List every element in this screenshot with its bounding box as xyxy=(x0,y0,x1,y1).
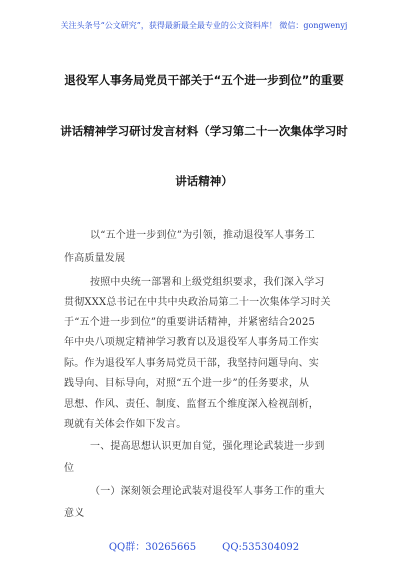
section-heading-line: 位 xyxy=(64,463,75,474)
body-line: 践导向、目标导向，对照“五个进一步”的任务要求，从 xyxy=(64,378,310,389)
body-line: 按照中央统一部署和上级党组织要求，我们深入学习 xyxy=(90,277,325,288)
subsection-heading-line: （一）深刻领会理论武装对退役军人事务工作的重大 xyxy=(90,486,325,497)
footer-contact xyxy=(0,538,408,553)
body-line: 思想、作风、责任、制度、监督五个维度深入检视剖析， xyxy=(64,399,319,410)
body-line: 际。作为退役军人事务局党员干部，我坚持问题导向、实 xyxy=(64,358,319,369)
document-title-line-1: 退役军人事务局党员干部关于“五个进一步到位”的重要 xyxy=(64,73,344,87)
body-line: 作高质量发展 xyxy=(64,253,126,264)
document-title-line-2: 讲话精神学习研讨发言材料（学习第二十一次集体学习时 xyxy=(60,124,348,138)
section-heading-line: 一、提高思想认识更加自觉，强化理论武装进一步到 xyxy=(90,441,325,452)
document-title-line-3: 讲话精神） xyxy=(175,174,233,188)
body-line: 年中央八项规定精神学习教育以及退役军人事务局工作实 xyxy=(64,337,319,348)
header-promo-note: 关注头条号“公文研究”，获得最新最全最专业的公文资料库！ 微信：gongwenyj xyxy=(60,21,348,30)
subsection-heading-line: 意义 xyxy=(64,508,85,519)
footer-qq-group: QQ群：30265665 xyxy=(108,542,197,553)
body-line: 贯彻XXX总书记在中共中央政治局第二十一次集体学习时关 xyxy=(64,297,331,308)
body-line: 以“五个进一步到位”为引领，推动退役军人事务工 xyxy=(90,230,315,241)
footer-qq-number: QQ:535304092 xyxy=(222,542,300,553)
body-line: 于“五个进一步到位”的重要讲话精神，并紧密结合2025 xyxy=(64,317,316,328)
body-line: 现就有关体会作如下发言。 xyxy=(64,419,187,430)
